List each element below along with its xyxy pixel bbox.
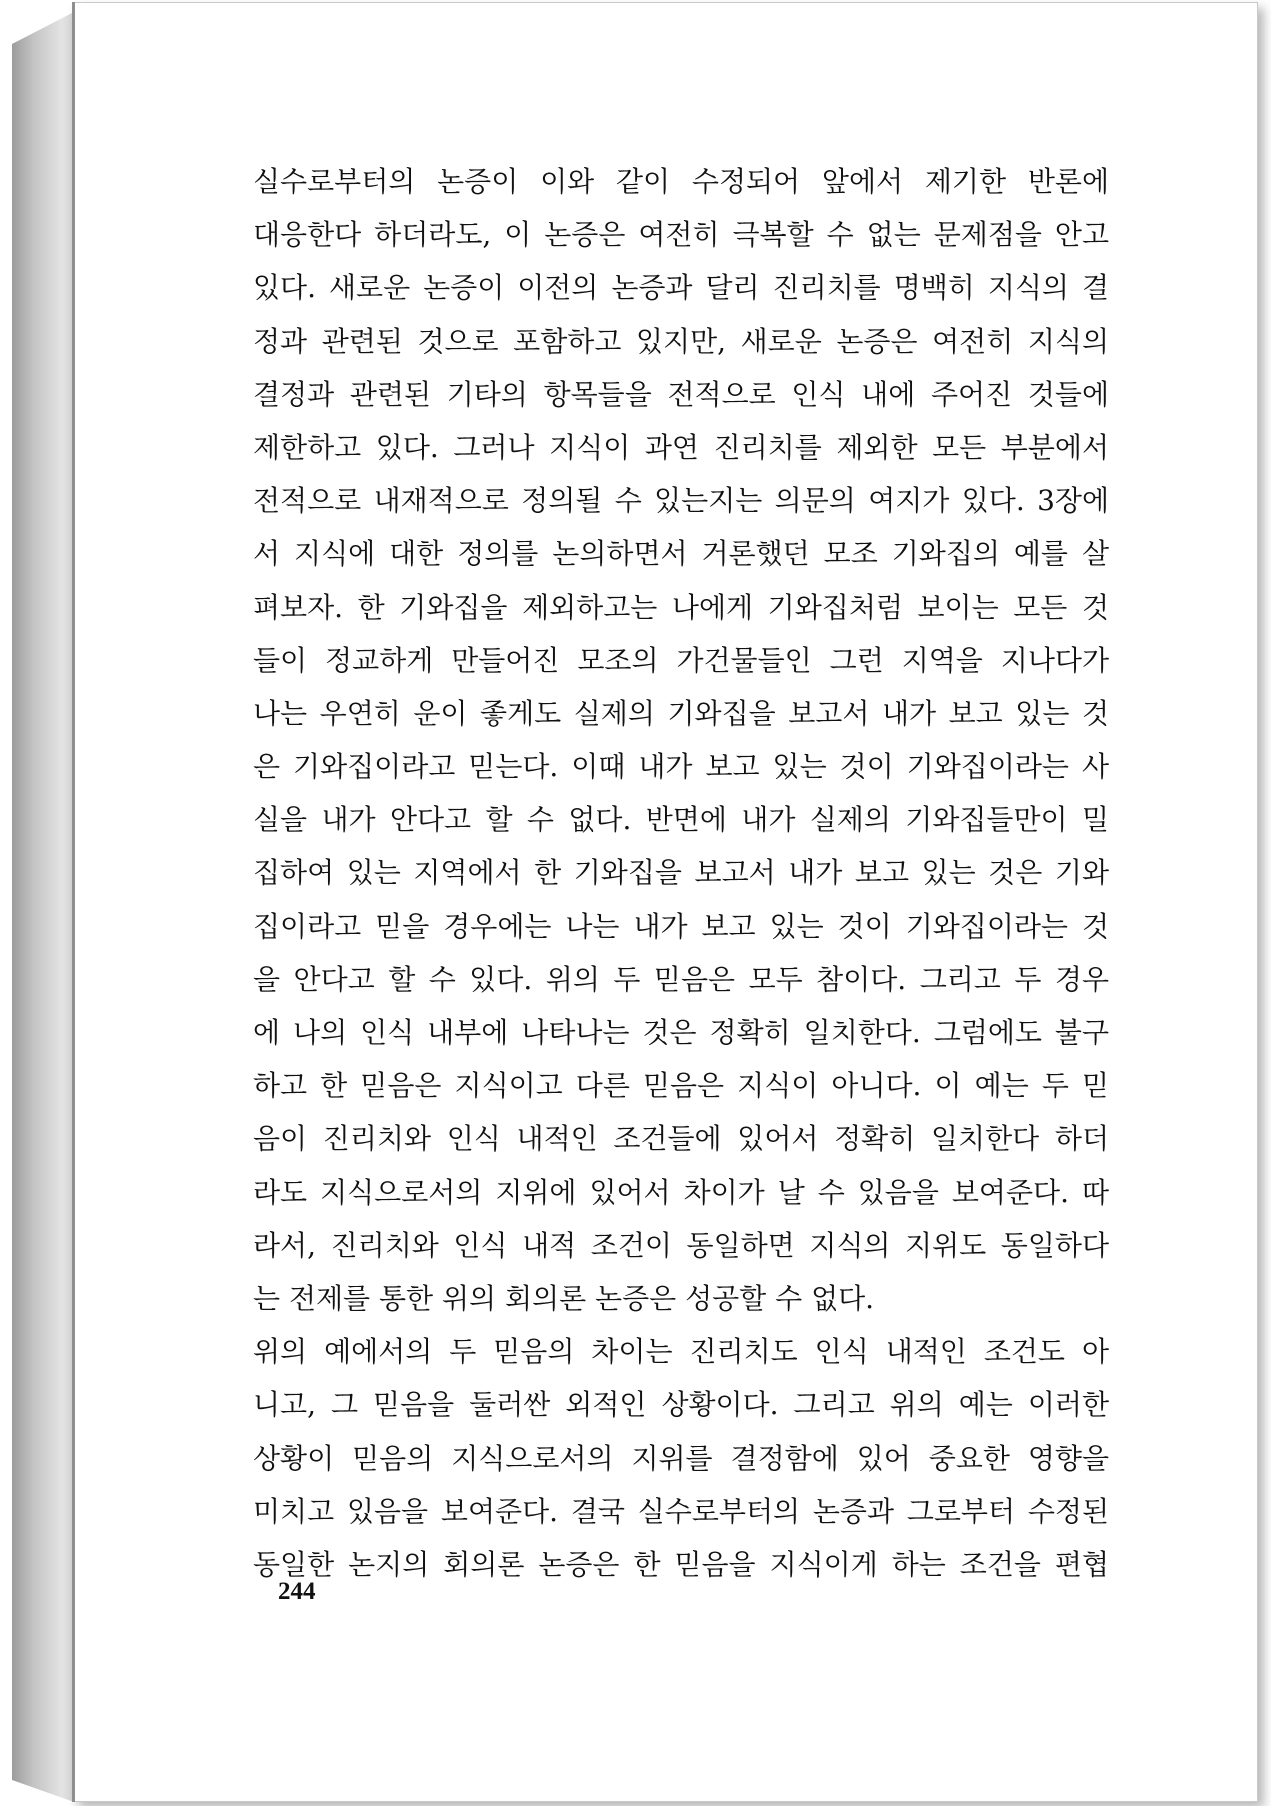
text-line: 을 안다고 할 수 있다. 위의 두 믿음은 모두 참이다. 그리고 두 경우 xyxy=(253,962,1109,996)
text-line: 은 기와집이라고 믿는다. 이때 내가 보고 있는 것이 기와집이라는 사 xyxy=(253,750,1109,784)
text-line: 제한하고 있다. 그러나 지식이 과연 진리치를 제외한 모든 부분에서 xyxy=(253,430,1109,464)
text-line: 하고 한 믿음은 지식이고 다른 믿음은 지식이 아니다. 이 예는 두 믿 xyxy=(253,1069,1109,1103)
text-line: 전적으로 내재적으로 정의될 수 있는지는 의문의 여지가 있다. 3장에 xyxy=(253,484,1109,518)
text-line: 위의 예에서의 두 믿음의 차이는 진리치도 인식 내적인 조건도 아 xyxy=(253,1335,1109,1369)
text-line: 결정과 관련된 기타의 항목들을 전적으로 인식 내에 주어진 것들에 xyxy=(253,377,1109,411)
book-spine xyxy=(12,12,74,1802)
page-number: 244 xyxy=(278,1578,316,1605)
text-line: 니고, 그 믿음을 둘러싼 외적인 상황이다. 그리고 위의 예는 이러한 xyxy=(253,1388,1109,1422)
body-text xyxy=(253,155,1109,1591)
text-line: 집하여 있는 지역에서 한 기와집을 보고서 내가 보고 있는 것은 기와 xyxy=(253,856,1109,890)
text-line: 서 지식에 대한 정의를 논의하면서 거론했던 모조 기와집의 예를 살 xyxy=(253,537,1109,571)
text-line: 정과 관련된 것으로 포함하고 있지만, 새로운 논증은 여전히 지식의 xyxy=(253,324,1109,358)
text-line: 음이 진리치와 인식 내적인 조건들에 있어서 정확히 일치한다 하더 xyxy=(253,1122,1109,1156)
text-line: 집이라고 믿을 경우에는 나는 내가 보고 있는 것이 기와집이라는 것 xyxy=(253,909,1109,943)
text-line: 상황이 믿음의 지식으로서의 지위를 결정함에 있어 중요한 영향을 xyxy=(253,1441,1109,1475)
text-line: 라서, 진리치와 인식 내적 조건이 동일하면 지식의 지위도 동일하다 xyxy=(253,1228,1109,1262)
text-line: 있다. 새로운 논증이 이전의 논증과 달리 진리치를 명백히 지식의 결 xyxy=(253,271,1109,305)
page-edge xyxy=(72,2,75,1802)
text-line: 들이 정교하게 만들어진 모조의 가건물들인 그런 지역을 지나다가 xyxy=(253,643,1109,677)
text-line: 나는 우연히 운이 좋게도 실제의 기와집을 보고서 내가 보고 있는 것 xyxy=(253,696,1109,730)
text-line: 는 전제를 통한 위의 회의론 논증은 성공할 수 없다. xyxy=(253,1281,875,1315)
text-line: 대응한다 하더라도, 이 논증은 여전히 극복할 수 없는 문제점을 안고 xyxy=(253,218,1109,252)
text-line: 에 나의 인식 내부에 나타나는 것은 정확히 일치한다. 그럼에도 불구 xyxy=(253,1016,1109,1049)
text-line: 실수로부터의 논증이 이와 같이 수정되어 앞에서 제기한 반론에 xyxy=(253,165,1109,198)
text-line: 동일한 논지의 회의론 논증은 한 믿음을 지식이게 하는 조건을 편협 xyxy=(253,1547,1109,1581)
text-line: 미치고 있음을 보여준다. 결국 실수로부터의 논증과 그로부터 수정된 xyxy=(253,1494,1109,1528)
text-line: 펴보자. 한 기와집을 제외하고는 나에게 기와집처럼 보이는 모든 것 xyxy=(253,590,1109,624)
text-line: 라도 지식으로서의 지위에 있어서 차이가 날 수 있음을 보여준다. 따 xyxy=(253,1175,1109,1209)
text-line: 실을 내가 안다고 할 수 없다. 반면에 내가 실제의 기와집들만이 밀 xyxy=(253,803,1109,837)
